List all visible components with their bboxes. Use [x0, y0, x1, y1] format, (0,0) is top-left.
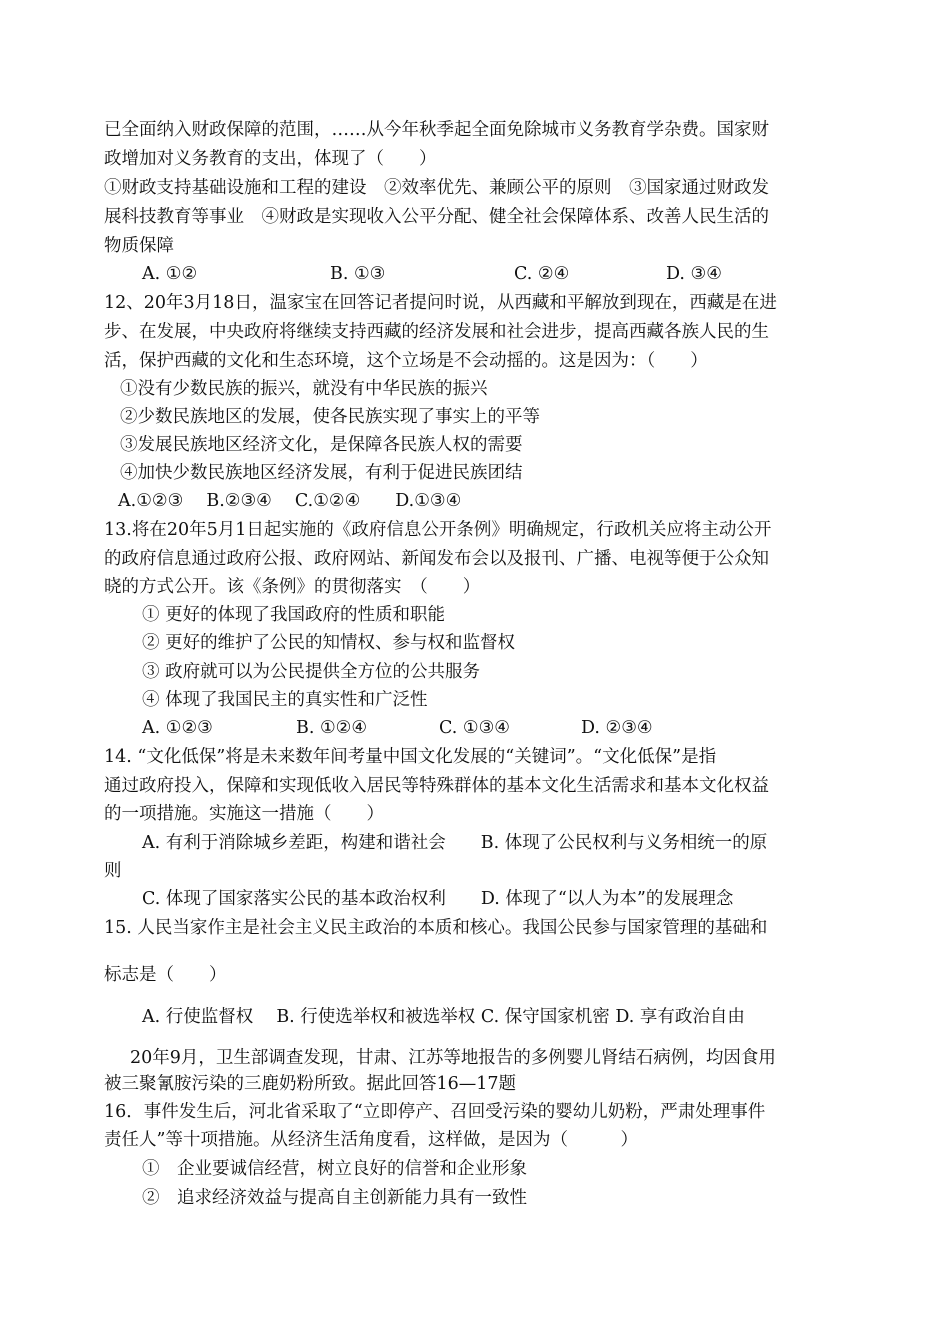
q11-line-1: 已全面纳入财政保障的范围，……从今年秋季起全面免除城市义务教育学杂费。国家财 — [104, 120, 769, 140]
q12-line-2: 步、在发展，中央政府将继续支持西藏的经济发展和社会进步，提高西藏各族人民的生 — [104, 322, 769, 342]
q12-line-1: 12、20年3月18日，温家宝在回答记者提问时说，从西藏和平解放到现在，西藏是在进 — [104, 293, 777, 313]
intro-line-2: 被三聚氰胺污染的三鹿奶粉所致。据此回答16—17题 — [104, 1074, 517, 1094]
q15-options: A. 行使监督权 B. 行使选举权和被选举权 C. 保守国家机密 D. 享有政治自由 — [142, 1007, 745, 1027]
q11-line-4: 展科技教育等事业 ④财政是实现收入公平分配、健全社会保障体系、改善人民生活的 — [104, 207, 769, 227]
q16-line-2: 责任人”等十项措施。从经济生活角度看，这样做，是因为（ ） — [104, 1130, 638, 1150]
q12-item-2: ②少数民族地区的发展，使各民族实现了事实上的平等 — [120, 407, 540, 427]
q16-item-1: ① 企业要诚信经营，树立良好的信誉和企业形象 — [142, 1159, 527, 1179]
q14-line-3: 的一项措施。实施这一措施（ ） — [104, 804, 384, 824]
q11-line-5: 物质保障 — [104, 236, 174, 256]
q11-line-2: 政增加对义务教育的支出，体现了（ ） — [104, 149, 437, 169]
q13-option-b: B. ①②④ — [296, 718, 368, 738]
q11-option-a: A. ①② — [142, 264, 198, 284]
q14-line-1: 14. “文化低保”将是未来数年间考量中国文化发展的“关键词”。“文化低保”是指 — [104, 747, 717, 767]
q16-item-2: ② 追求经济效益与提高自主创新能力具有一致性 — [142, 1188, 527, 1208]
q15-line-1: 15. 人民当家作主是社会主义民主政治的本质和核心。我国公民参与国家管理的基础和 — [104, 918, 768, 938]
q15-line-2: 标志是（ ） — [104, 965, 227, 985]
q13-line-2: 的政府信息通过政府公报、政府网站、新闻发布会以及报刊、广播、电视等便于公众知 — [104, 549, 769, 569]
q12-options: A.①②③ B.②③④ C.①②④ D.①③④ — [118, 491, 462, 511]
q13-option-a: A. ①②③ — [142, 718, 213, 738]
q12-item-3: ③发展民族地区经济文化，是保障各民族人权的需要 — [120, 435, 523, 455]
q11-line-3: ①财政支持基础设施和工程的建设 ②效率优先、兼顾公平的原则 ③国家通过财政发 — [104, 178, 769, 198]
q14-option-line-3: C. 体现了国家落实公民的基本政治权利 D. 体现了“以人为本”的发展理念 — [142, 889, 734, 909]
q13-line-1: 13.将在20年5月1日起实施的《政府信息公开条例》明确规定，行政机关应将主动公开 — [104, 520, 772, 540]
q13-item-4: ④ 体现了我国民主的真实性和广泛性 — [142, 690, 428, 710]
q13-option-c: C. ①③④ — [439, 718, 510, 738]
q14-option-line-1: A. 有利于消除城乡差距，构建和谐社会 B. 体现了公民权利与义务相统一的原 — [142, 833, 768, 853]
q12-line-3: 活，保护西藏的文化和生态环境，这个立场是不会动摇的。这是因为：（ ） — [104, 351, 708, 371]
q13-line-3: 晓的方式公开。该《条例》的贯彻落实 （ ） — [104, 577, 481, 597]
q11-option-b: B. ①③ — [330, 264, 386, 284]
q12-item-4: ④加快少数民族地区经济发展，有利于促进民族团结 — [120, 463, 523, 483]
q13-item-3: ③ 政府就可以为公民提供全方位的公共服务 — [142, 662, 481, 682]
q11-option-c: C. ②④ — [514, 264, 570, 284]
q11-option-d: D. ③④ — [666, 264, 722, 284]
q13-item-2: ② 更好的维护了公民的知情权、参与权和监督权 — [142, 633, 516, 653]
q14-option-line-2: 则 — [104, 861, 122, 881]
intro-line-1: 20年9月，卫生部调查发现，甘肃、江苏等地报告的多例婴儿肾结石病例，均因食用 — [130, 1048, 776, 1068]
q13-item-1: ① 更好的体现了我国政府的性质和职能 — [142, 605, 446, 625]
q16-line-1: 16．事件发生后，河北省采取了“立即停产、召回受污染的婴幼儿奶粉，严肃处理事件 — [104, 1102, 766, 1122]
q12-item-1: ①没有少数民族的振兴，就没有中华民族的振兴 — [120, 379, 488, 399]
q14-line-2: 通过政府投入，保障和实现低收入居民等特殊群体的基本文化生活需求和基本文化权益 — [104, 776, 769, 796]
q13-option-d: D. ②③④ — [581, 718, 653, 738]
